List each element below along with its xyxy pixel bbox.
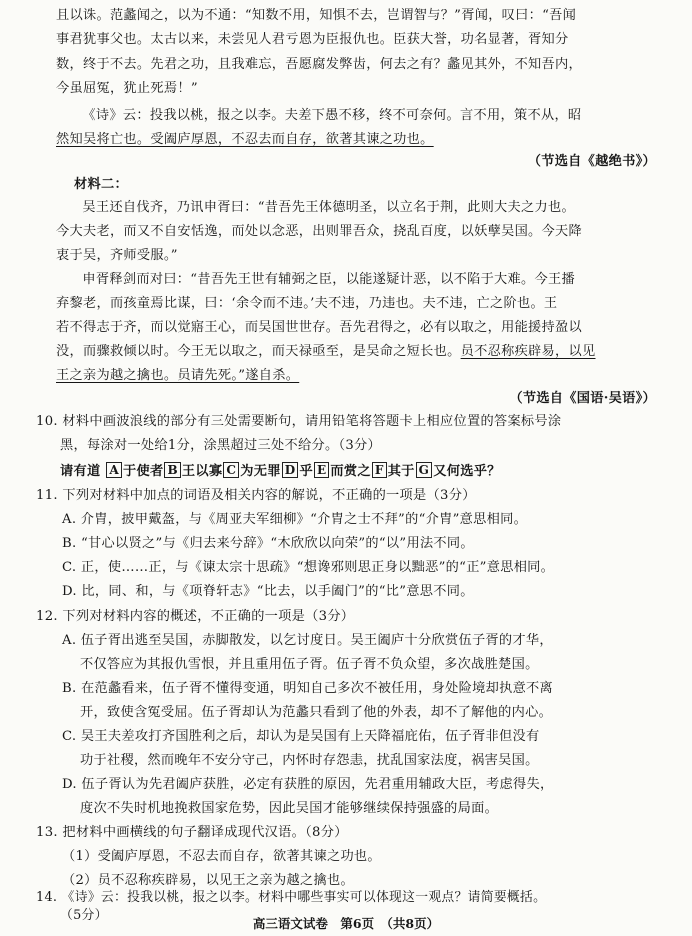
q10-box-a: A (106, 462, 122, 478)
q12-option-c-line-1: C. 吴王夫差攻打齐国胜利之后，却认为是吴国有上天降福庇佑，伍子胥非但没有 (62, 729, 540, 744)
q10-segment-text: 乎 (299, 464, 313, 479)
mat1-source: （节选自《越绝书》） (527, 154, 656, 169)
q10-segment-text: 王以寡 (181, 464, 223, 479)
q14-line-1: 14. 《诗》云：投我以桃，报之以李。材料中哪些事实可以体现这一观点？请简要概括。 （5分） (36, 890, 547, 923)
q11-option-d: D. 比，同、和，与《项脊轩志》“比去，以手阖门”的“比”意思不同。 (62, 584, 474, 599)
q10-prefix: 请有道 (60, 464, 101, 479)
mat1-para2-line-1: 《诗》云：投我以桃，报之以李。夫差下愚不移，终不可奈何。言不用，策不从，昭 (82, 108, 582, 123)
q12-option-a-line-1: A. 伍子胥出逃至吴国，赤脚散发，以乞讨度日。吴王阖庐十分欣赏伍子胥的才华， (62, 633, 553, 648)
mat2-p2-line-1: 申胥释剑而对曰：“昔吾先王世有辅弼之臣，以能遂疑计恶，以不陷于大难。今王播 (82, 272, 575, 287)
mat1-line-4: 今虽屈冤，犹止死焉！” (56, 81, 198, 96)
mat2-p1-line-1: 吴王还自伐齐，乃讯申胥曰：“昔吾先王体德明圣，以立名于荆，此则大夫之力也。 (82, 200, 575, 215)
mat2-source: （节选自《国语·吴语》） (509, 391, 656, 406)
q12-stem: 12. 下列对材料内容的概述，不正确的一项是（3分） (36, 609, 355, 624)
page-footer: 高三语文试卷 第6页 （共8页） (252, 916, 440, 931)
q10-box-f: F (372, 462, 387, 478)
q10-box-c: C (223, 462, 239, 478)
mat1-line-2: 事君犹事父也。太古以来，未尝见人君亏恩为臣报仇也。臣获大誉，功名显著，胥知分 (56, 32, 569, 47)
q10-segmentation-line (60, 460, 656, 483)
q13-item-2: （2）员不忍称疾辟易，以见王之亲为越之擒也。 (62, 873, 354, 888)
q10-line-2: 黑，每涂对一处给1分，涂黑超过三处不给分。（3分） (60, 438, 381, 453)
q12-option-c-line-2: 功于社稷，然而晚年不安分守己，内怀时存怨恚，扰乱国家法度，祸害吴国。 (80, 753, 539, 768)
mat2-p1-line-2: 今大夫老，而又不自安恬逸，而处以念恶，出则罪吾众，挠乱百度，以妖孽吴国。今天降 (56, 224, 583, 239)
mat1-underlined-sentence: 然知吴将亡也。受阖庐厚恩，不忍去而自存，欲著其谏之功也。 (56, 132, 434, 147)
mat1-line-1: 且以诛。范蠡闻之，以为不通：“知数不用，知惧不去，岂谓智与？”胥闻，叹曰：“吾闻 (56, 8, 577, 23)
mat2-underlined-sentence-part1: 员不忍称疾辟易，以见 (460, 344, 596, 359)
mat2-p1-line-3: 衷于吴，齐师受服。” (56, 248, 178, 263)
q10-segment-text: 而赏之 (330, 464, 371, 479)
q12-option-d-line-2: 度次不失时机地挽救国家危势，因此吴国才能够继续保持强盛的局面。 (80, 801, 499, 816)
mat2-p2-line-5 (56, 364, 656, 387)
q14-points: （5分） (60, 908, 108, 923)
q11-option-c: C. 正，使……正，与《谏太宗十思疏》“想谗邪则思正身以黜恶”的“正”意思相同。 (62, 560, 555, 575)
q11-stem: 11. 下列对材料中加点的词语及相关内容的解说，不正确的一项是（3分） (36, 488, 476, 503)
q12-option-b-line-1: B. 在范蠡看来，伍子胥不懂得变通，明知自己多次不被任用，身处险境却执意不离 (62, 681, 554, 696)
q10-segment-text: 于使者 (123, 464, 164, 479)
mat2-p2-line-2: 弃黎老，而孩童焉比谋，曰：‘余令而不违。’夫不违，乃违也。夫不违，亡之阶也。王 (56, 296, 558, 311)
q10-box-b: B (164, 462, 180, 478)
q13-item-1: （1）受阖庐厚恩，不忍去而自存，欲著其谏之功也。 (62, 849, 381, 864)
q13-stem: 13. 把材料中画横线的句子翻译成现代汉语。（8分） (36, 825, 348, 840)
q10-box-e: E (314, 462, 329, 478)
mat2-p2-line-3: 若不得志于齐，而以觉寤王心，而吴国世世存。吾先君得之，必有以取之，用能援持盈以 (56, 320, 583, 335)
q12-option-b-line-2: 开，致使含冤受屈。伍子胥却认为范蠡只看到了他的外表，却不了解他的内心。 (80, 705, 553, 720)
q11-option-a: A. 介胄，披甲戴盔，与《周亚夫军细柳》“介胄之士不拜”的“介胄”意思相同。 (62, 512, 528, 527)
q10-box-g: G (416, 462, 433, 478)
q12-option-d-line-1: D. 伍子胥认为先君阖庐获胜，必定有获胜的原因，先君重用辅政大臣，考虑得失， (62, 777, 554, 792)
q12-option-a-line-2: 不仅答应为其报仇雪恨，并且重用伍子胥。伍子胥不负众望，多次战胜楚国。 (80, 657, 539, 672)
q10-line-1: 10. 材料中画波浪线的部分有三处需要断句，请用铅笔将答题卡上相应位置的答案标号涂 (36, 414, 562, 429)
q10-segment-text: 为无罪 (240, 464, 281, 479)
mat2-heading: 材料二： (74, 177, 128, 192)
mat1-para2-line-2 (56, 128, 656, 151)
mat2-p2-line-4-text: 没，而骤救倾以时。今王无以取之，而天禄亟至，是吴命之短长也。 (56, 344, 461, 359)
q10-box-d: D (282, 462, 299, 478)
q10-segment-text: 其于 (387, 464, 415, 479)
mat2-underlined-sentence-part2: 王之亲为越之擒也。员请先死。”遂自杀。 (56, 368, 300, 383)
mat2-p2-line-4 (56, 340, 656, 363)
mat1-line-3: 数，终于不去。先君之功，且我难忘，吾愿腐发弊齿，何去之有？蠡见其外，不知吾内， (56, 57, 583, 72)
q10-segment-text: 又何选乎？ (433, 464, 501, 479)
q11-option-b: B. “甘心以贤之”与《归去来兮辞》“木欣欣以向荣”的“以”用法不同。 (62, 536, 474, 551)
